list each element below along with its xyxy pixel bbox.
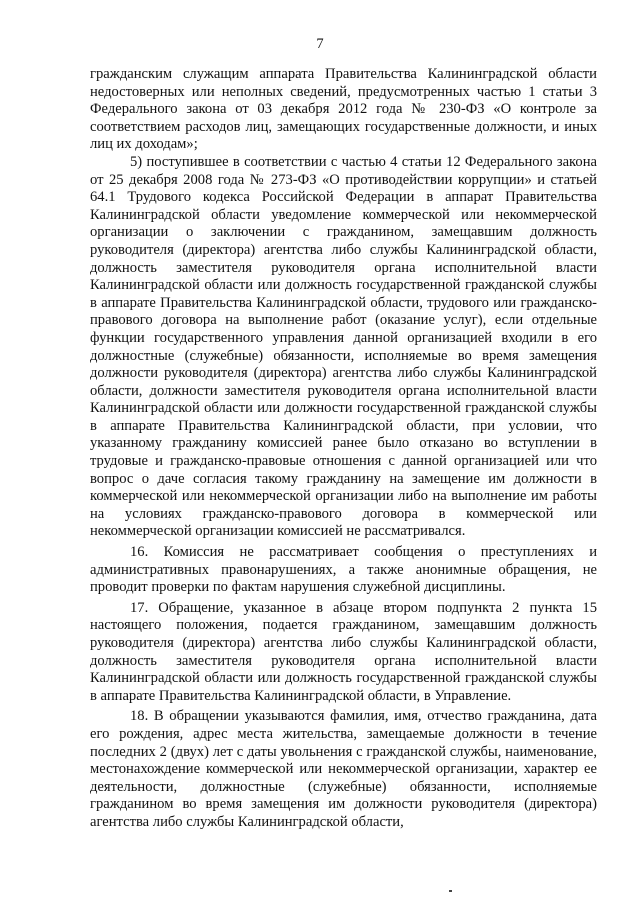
paragraph-16: 16. Комиссия не рассматривает сообщения о преступлениях и административных правонарушениях, а также анонимные обращения, не проводит проверки по фактам нарушения служебной дисциплины. xyxy=(90,544,597,596)
paragraph-continuation: гражданским служащим аппарата Правительства Калининградской области недостоверных или неполных сведений, предусмотренных частью 1 статьи 3 Федерального закона от 03 декабря 2012 года № 230-ФЗ «О контроле за соответствием расходов лиц, замещающих государственные должности, и иных лиц их доходам»; xyxy=(90,66,597,153)
paragraph-18: 18. В обращении указываются фамилия, имя, отчество гражданина, дата его рождения, адрес места жительства, замещаемые должности в течение последних 2 (двух) лет с даты увольнения с гражданской службы, наименование, местонахождение коммерческой или некоммерческой организации, характер ее деятельности, должностные (служебные) обязанности, исполняемые гражданином во время замещения им должности руководителя (директора) агентства либо службы Калининградской области, xyxy=(90,708,597,830)
document-body xyxy=(90,66,597,832)
paragraph-item-5: 5) поступившее в соответствии с частью 4 статьи 12 Федерального закона от 25 декабря 2008 года № 273-ФЗ «О противодействии коррупции» и статьей 64.1 Трудового кодекса Российской Федерации в аппарат Правительства Калининградской области уведомление коммерческой или некоммерческой организации о заключении с гражданином, замещавшим должность руководителя (директора) агентства либо службы Калининградской области, должность заместителя руководителя органа исполнительной власти Калининградской области или должность государственной гражданской службы в аппарате Правительства Калининградской области, трудового или гражданско-правового договора на выполнение работ (оказание услуг), если отдельные функции государственного управления данной организацией входили в его должностные (служебные) обязанности, исполняемые во время замещения должности руководителя (директора) агентства либо службы Калининградской области, должности заместителя руководителя органа исполнительной власти Калининградской области или должности государственной гражданской службы в аппарате Правительства Калининградской области, при условии, что указанному гражданину комиссией ранее было отказано во вступлении в трудовые и гражданско-правовые отношения с данной организацией или что вопрос о даче согласия такому гражданину на замещение им должности в коммерческой или некоммерческой организации либо на выполнение им работы на условиях гражданско-правового договора в коммерческой или некоммерческой организации комиссией не рассматривался. xyxy=(90,153,597,540)
scan-speck xyxy=(449,890,452,892)
paragraph-17: 17. Обращение, указанное в абзаце втором подпункта 2 пункта 15 настоящего положения, подается гражданином, замещавшим должность руководителя (директора) агентства либо службы Калининградской области, должность заместителя руководителя органа исполнительной власти Калининградской области или должность государственной гражданской службы в аппарате Правительства Калининградской области, в Управление. xyxy=(90,599,597,704)
page-number: 7 xyxy=(316,36,324,52)
